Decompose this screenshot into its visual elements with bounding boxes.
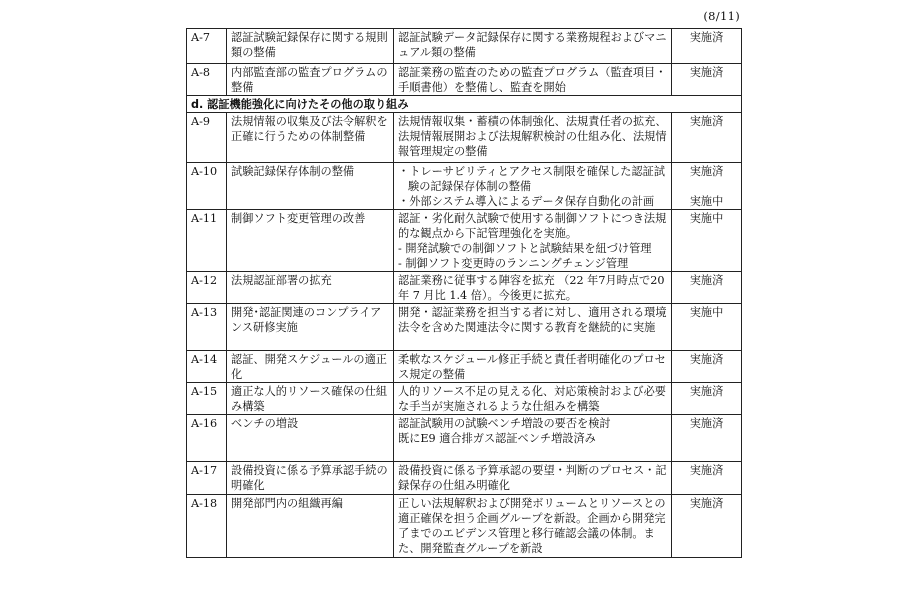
row-id: A-11 xyxy=(187,210,227,272)
row-item: 制御ソフト変更管理の改善 xyxy=(227,210,394,272)
row-status xyxy=(672,210,742,272)
row-id: A-12 xyxy=(187,272,227,304)
row-item: 適正な人的リソース確保の仕組み構築 xyxy=(227,383,394,415)
row-status xyxy=(672,415,742,462)
description-line: ‐ 制御ソフト変更時のランニングチェンジ管理 xyxy=(398,257,629,270)
section-header-row xyxy=(187,96,742,113)
table-row xyxy=(187,272,742,304)
row-item: 内部監査部の監査プログラムの整備 xyxy=(227,64,394,96)
status-text: 実施済 xyxy=(689,165,724,178)
row-id: A-14 xyxy=(187,351,227,383)
row-status xyxy=(672,113,742,163)
description-line: 人的リソース不足の見える化、対応策検討および必要な手当が実施されるような仕組みを構築 xyxy=(398,385,666,413)
description-line: 開発・認証業務を担当する者に対し、適用される環境法令を含めた関連法令に関する教育を継続的に実施 xyxy=(398,306,667,334)
row-description xyxy=(394,415,672,462)
description-line: ‐ 開発試験での制御ソフトと試験結果を紐づけ管理 xyxy=(398,242,652,255)
description-line: ・トレーサビリティとアクセス制限を確保した認証試験の記録保存体制の整備 xyxy=(398,165,666,193)
row-status xyxy=(672,29,742,64)
table-row xyxy=(187,29,742,64)
row-id: A-18 xyxy=(187,495,227,558)
row-item: 開発･認証関連のコンプライアンス研修実施 xyxy=(227,304,394,351)
section-title: d. 認証機能強化に向けたその他の取り組み xyxy=(187,96,742,113)
row-status xyxy=(672,495,742,558)
row-status xyxy=(672,163,742,210)
row-description xyxy=(394,210,672,272)
status-text: 実施中 xyxy=(689,195,724,208)
table-row xyxy=(187,415,742,462)
row-description xyxy=(394,272,672,304)
row-id: A-17 xyxy=(187,462,227,495)
row-status xyxy=(672,462,742,495)
row-description xyxy=(394,383,672,415)
row-description xyxy=(394,495,672,558)
description-line: 認証業務に従事する陣容を拡充 （22 年7月時点で20 年 7 月比 1.4 倍）。今後更に拡充。 xyxy=(398,274,665,302)
description-line: 認証試験データ記録保存に関する業務規程およびマニュアル類の整備 xyxy=(398,31,667,59)
row-description xyxy=(394,304,672,351)
table-row xyxy=(187,383,742,415)
status-text: 実施済 xyxy=(689,115,724,128)
page-number: (8/11) xyxy=(703,9,740,23)
row-item: 開発部門内の組織再編 xyxy=(227,495,394,558)
description-line: 正しい法規解釈および開発ボリュームとリソースとの適正確保を担う企画グループを新設。企画から開発完了までのエビデンス管理と移行確認会議の体制。また、開発監査グループを新設 xyxy=(398,497,666,555)
description-line: 認証・劣化耐久試験で使用する制御ソフトにつき法規的な観点から下記管理強化を実施。 xyxy=(398,212,667,240)
table-body-before xyxy=(187,29,742,96)
row-id: A-16 xyxy=(187,415,227,462)
row-status xyxy=(672,272,742,304)
row-id: A-13 xyxy=(187,304,227,351)
row-item: 認証試験記録保存に関する規則類の整備 xyxy=(227,29,394,64)
row-id: A-9 xyxy=(187,113,227,163)
status-text xyxy=(676,179,737,194)
row-id: A-15 xyxy=(187,383,227,415)
row-id: A-7 xyxy=(187,29,227,64)
status-text: 実施済 xyxy=(689,353,724,366)
table-row xyxy=(187,495,742,558)
status-text: 実施済 xyxy=(689,385,724,398)
status-text: 実施済 xyxy=(689,417,724,430)
table-row xyxy=(187,304,742,351)
description-line: 柔軟なスケジュール修正手続と責任者明確化のプロセス規定の整備 xyxy=(398,353,666,381)
row-item: 認証、開発スケジュールの適正化 xyxy=(227,351,394,383)
description-line: 認証試験用の試験ベンチ増設の要否を検討 xyxy=(398,417,611,430)
description-line: 法規情報収集・蓄積の体制強化、法規責任者の拡充、法規情報展開および法規解釈検討の仕組み化、法規情報管理規定の整備 xyxy=(398,115,667,158)
row-status xyxy=(672,383,742,415)
row-description xyxy=(394,163,672,210)
description-line: ・外部システム導入によるデータ保存自動化の計画 xyxy=(398,195,655,208)
status-text: 実施済 xyxy=(689,31,724,44)
row-description xyxy=(394,64,672,96)
status-text: 実施済 xyxy=(689,66,724,79)
table-row xyxy=(187,163,742,210)
row-item: 試験記録保存体制の整備 xyxy=(227,163,394,210)
table-body-after xyxy=(187,113,742,558)
table-row xyxy=(187,462,742,495)
row-item: 法規認証部署の拡充 xyxy=(227,272,394,304)
table-row xyxy=(187,351,742,383)
description-line: 設備投資に係る予算承認の要望・判断のプロセス・記録保存の仕組み明確化 xyxy=(398,464,667,492)
status-text: 実施中 xyxy=(689,306,724,319)
status-text: 実施済 xyxy=(689,274,724,287)
status-text: 実施済 xyxy=(689,497,724,510)
row-description xyxy=(394,462,672,495)
status-text: 実施中 xyxy=(689,212,724,225)
row-id: A-8 xyxy=(187,64,227,96)
row-description xyxy=(394,351,672,383)
table-row xyxy=(187,64,742,96)
row-description xyxy=(394,113,672,163)
row-description xyxy=(394,29,672,64)
table-row xyxy=(187,113,742,163)
row-item: 法規情報の収集及び法令解釈を正確に行うための体制整備 xyxy=(227,113,394,163)
row-status xyxy=(672,351,742,383)
measures-table xyxy=(186,28,742,558)
status-text: 実施済 xyxy=(689,464,724,477)
table-row xyxy=(187,210,742,272)
description-line: 認証業務の監査のための監査プログラム（監査項目・手順書他）を整備し、監査を開始 xyxy=(398,66,667,94)
row-id: A-10 xyxy=(187,163,227,210)
row-item: ベンチの増設 xyxy=(227,415,394,462)
section-d xyxy=(187,96,742,113)
row-item: 設備投資に係る予算承認手続の明確化 xyxy=(227,462,394,495)
description-line: 既にE9 適合排ガス認証ベンチ増設済み xyxy=(398,432,596,445)
row-status xyxy=(672,64,742,96)
row-status xyxy=(672,304,742,351)
